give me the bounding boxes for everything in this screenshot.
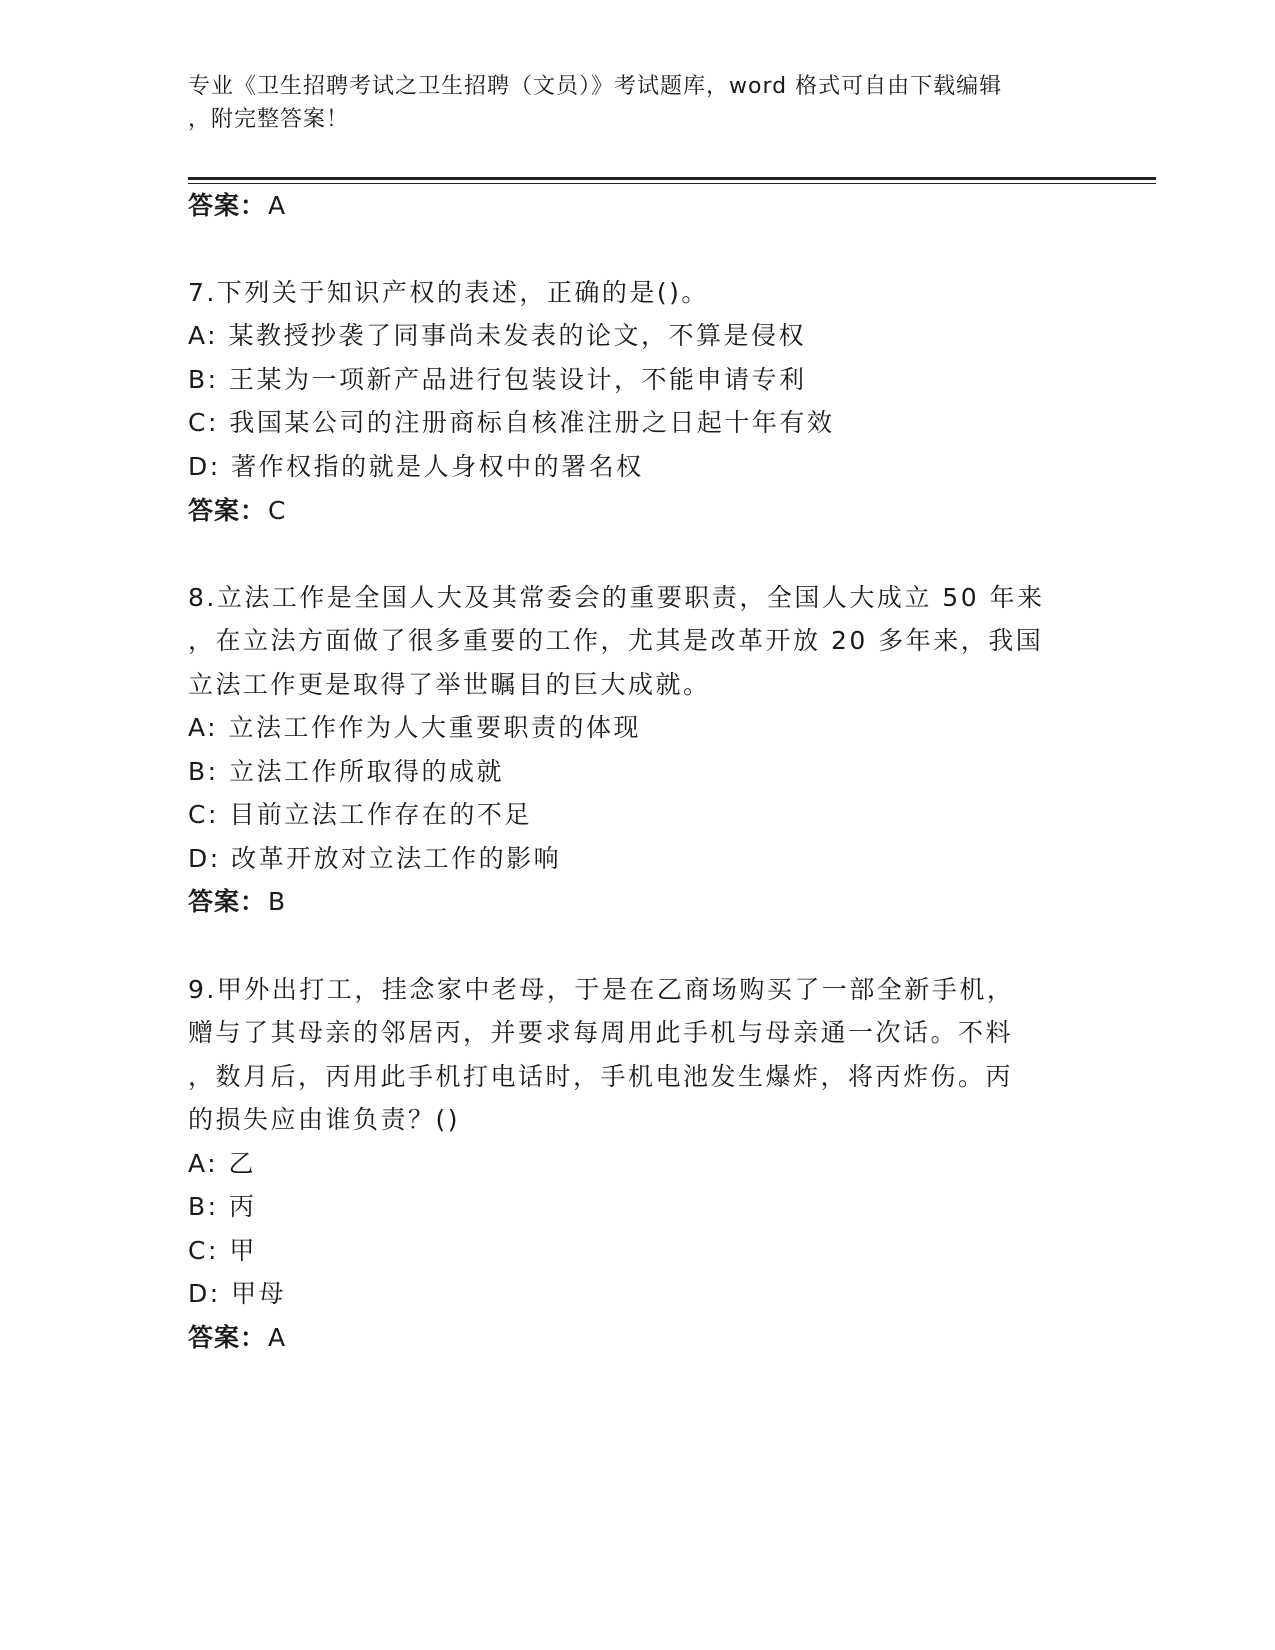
question-9-option-c: C: 甲 xyxy=(188,1236,257,1265)
question-8-option-b: B: 立法工作所取得的成就 xyxy=(188,757,505,786)
question-8-option-a: A: 立法工作作为人大重要职责的体现 xyxy=(188,713,642,742)
question-7-option-c: C: 我国某公司的注册商标自核准注册之日起十年有效 xyxy=(188,408,835,437)
question-9-line-3: ，数月后，丙用此手机打电话时，手机电池发生爆炸，将丙炸伤。丙 xyxy=(188,1062,1014,1091)
question-9-option-a: A: 乙 xyxy=(188,1149,257,1178)
document-header xyxy=(188,70,1068,136)
answer-q9 xyxy=(188,1318,286,1354)
question-9-line-2: 赠与了其母亲的邻居丙，并要求每周用此手机与母亲通一次话。不料 xyxy=(188,1018,1014,1047)
question-8-line-1: 8.立法工作是全国人大及其常委会的重要职责，全国人大成立 50 年来 xyxy=(188,583,1045,612)
answer-value: A xyxy=(268,1323,287,1352)
header-rule-thin xyxy=(188,183,1156,184)
question-8-option-c: C: 目前立法工作存在的不足 xyxy=(188,800,532,829)
question-7-option-b: B: 王某为一项新产品进行包装设计，不能申请专利 xyxy=(188,365,807,394)
header-line-2: ，附完整答案！ xyxy=(188,107,350,132)
answer-label: 答案： xyxy=(188,1323,267,1352)
question-8-line-2: ，在立法方面做了很多重要的工作，尤其是改革开放 20 多年来，我国 xyxy=(188,626,1044,655)
header-line-1: 专业《卫生招聘考试之卫生招聘（文员）》考试题库，word 格式可自由下载编辑 xyxy=(188,74,1003,99)
answer-label: 答案： xyxy=(188,496,267,525)
answer-value: C xyxy=(268,496,287,525)
question-7-option-d: D: 著作权指的就是人身权中的署名权 xyxy=(188,452,644,481)
question-9-line-4: 的损失应由谁负责？() xyxy=(188,1105,461,1134)
answer-label: 答案： xyxy=(188,191,267,220)
question-8-line-3: 立法工作更是取得了举世瞩目的巨大成就。 xyxy=(188,670,711,699)
answer-q7 xyxy=(188,491,286,527)
question-9-option-b: B: 丙 xyxy=(188,1192,257,1221)
answer-value: A xyxy=(268,191,287,220)
header-rule-thick xyxy=(188,177,1156,180)
question-7-text: 7.下列关于知识产权的表述，正确的是()。 xyxy=(188,278,709,307)
question-9-option-d: D: 甲母 xyxy=(188,1279,287,1308)
question-8-option-d: D: 改革开放对立法工作的影响 xyxy=(188,844,562,873)
answer-label: 答案： xyxy=(188,887,267,916)
answer-prev xyxy=(188,186,286,222)
question-7-option-a: A: 某教授抄袭了同事尚未发表的论文，不算是侵权 xyxy=(188,321,807,350)
question-9-line-1: 9.甲外出打工，挂念家中老母，于是在乙商场购买了一部全新手机， xyxy=(188,975,1015,1004)
answer-q8 xyxy=(188,882,286,918)
answer-value: B xyxy=(268,887,287,916)
